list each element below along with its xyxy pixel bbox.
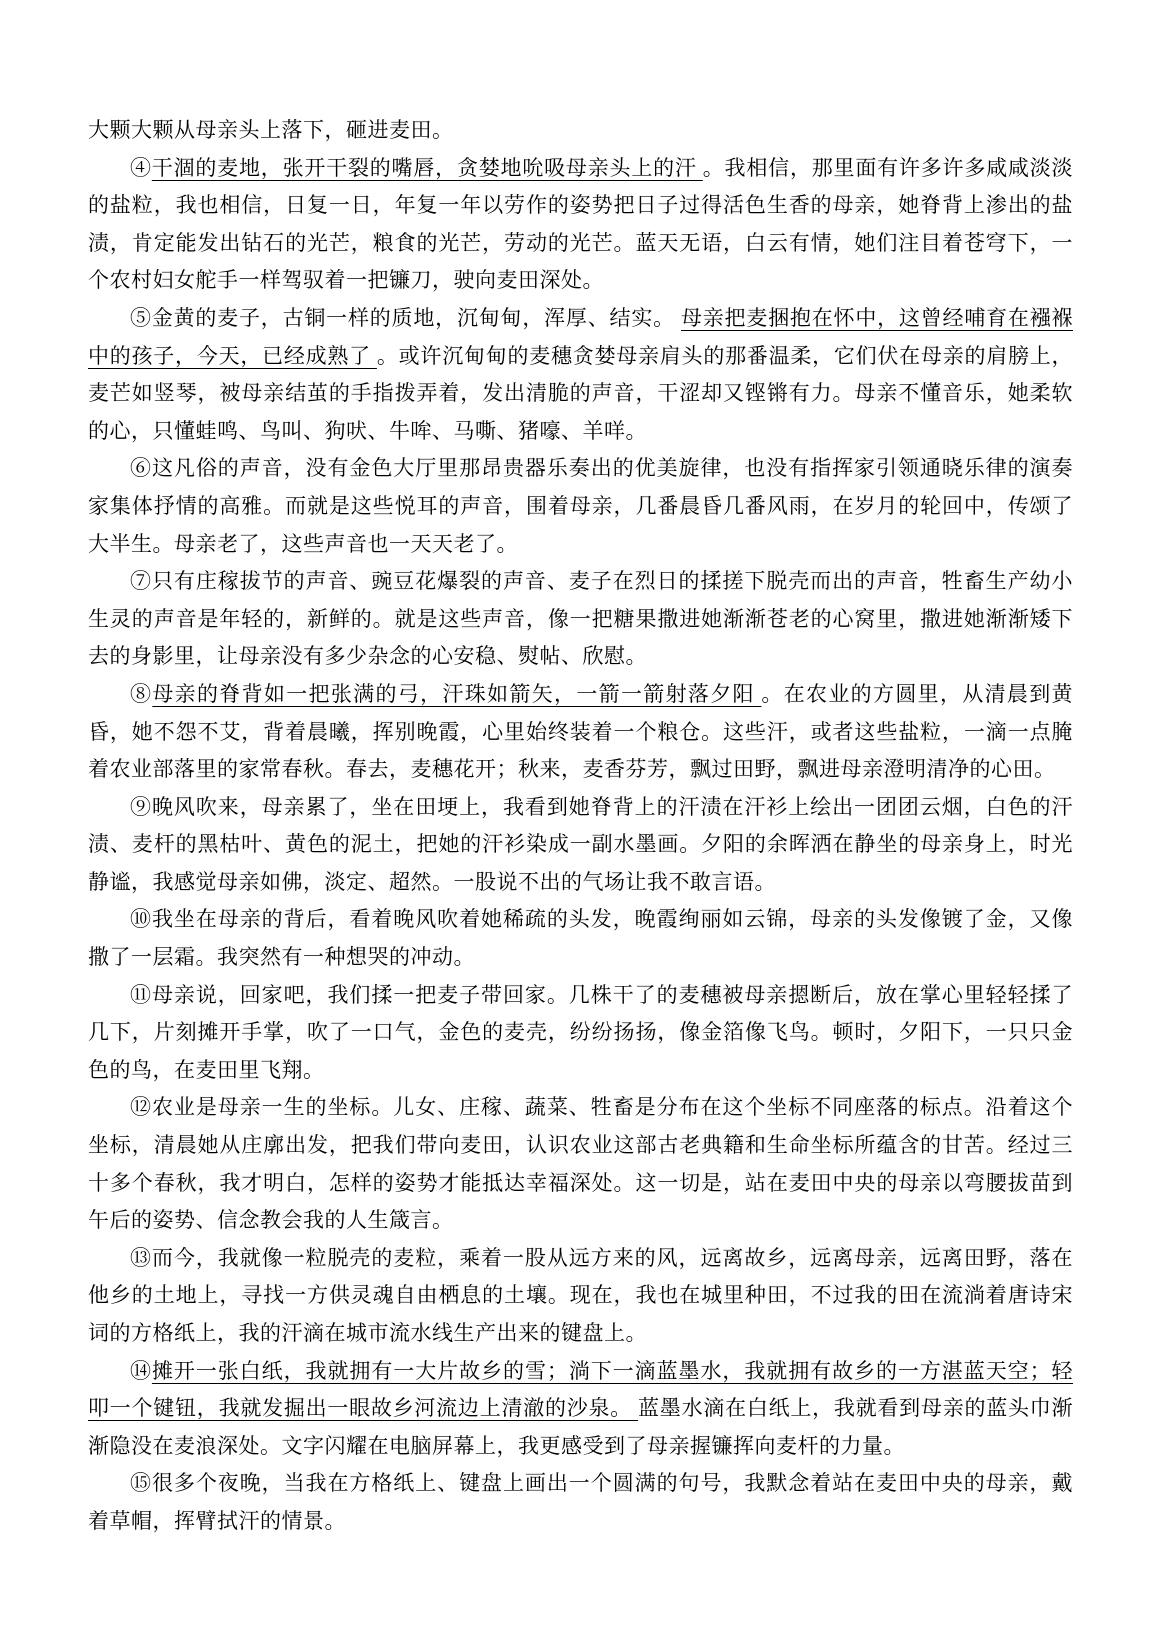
text-run: ⑫农业是母亲一生的坐标。儿女、庄稼、蔬菜、牲畜是分布在这个坐标不同座落的标点。沿着这个坐标，清晨她从庄廓出发，把我们带向麦田，认识农业这部古老典籍和生命坐标所蕴含的甘苦。经过三十多个春秋，我才明白，怎样的姿势才能抵达幸福深处。这一切是，站在麦田中央的母亲以弯腰拔苗到午后的姿势、信念教会我的人生箴言。	[88, 1095, 1073, 1233]
text-run: ⑬而今，我就像一粒脱壳的麦粒，乘着一股从远方来的风，远离故乡，远离母亲，远离田野，落在他乡的土地上，寻找一方供灵魂自由栖息的土壤。现在，我也在城里种田，不过我的田在流淌着唐诗宋词的方格纸上，我的汗滴在城市流水线生产出来的键盘上。	[88, 1245, 1073, 1345]
paragraph	[88, 300, 1073, 450]
underlined-text: 干涸的麦地，张开干裂的嘴唇，贪婪地吮吸母亲头上的汗	[151, 155, 703, 180]
paragraph	[88, 676, 1073, 789]
text-run: 。我相信，那里面有许多许多咸咸淡淡的盐粒，我也相信，日复一日，年复一年以劳作的姿势把日子过得活色生香的母亲，她脊背上渗出的盐渍，肯定能发出钻石的光芒，粮食的光芒，劳动的光芒。蓝天无语，白云有情，她们注目着苍穹下，一个农村妇女舵手一样驾驭着一把镰刀，驶向麦田深处。	[88, 155, 1074, 293]
text-run: ⑩我坐在母亲的背后，看着晚风吹着她稀疏的头发，晚霞绚丽如云锦，母亲的头发像镀了金，又像撒了一层霜。我突然有一种想哭的冲动。	[88, 907, 1073, 970]
underlined-text: 摊开一张白纸，我就拥有一大片故乡的雪；淌下一滴蓝墨水，我就拥有故乡的一方湛蓝天空；轻叩一个键钮，我就发掘出一眼故乡河流边上清澈的沙泉。	[88, 1358, 1074, 1421]
text-run: ⑥这凡俗的声音，没有金色大厅里那昂贵器乐奏出的优美旋律，也没有指挥家引领通晓乐律的演奏家集体抒情的高雅。而就是这些悦耳的声音，围着母亲，几番晨昏几番风雨，在岁月的轮回中，传颂了大半生。母亲老了，这些声音也一天天老了。	[88, 456, 1073, 556]
text-run: 大颗大颗从母亲头上落下，砸进麦田。	[88, 118, 454, 142]
paragraph	[88, 450, 1073, 563]
text-run: ⑮很多个夜晚，当我在方格纸上、键盘上画出一个圆满的句号，我默念着站在麦田中央的母亲，戴着草帽，挥臂拭汗的情景。	[88, 1471, 1073, 1533]
paragraph	[88, 1089, 1073, 1239]
paragraph	[88, 977, 1073, 1090]
text-run: ⑤金黄的麦子，古铜一样的质地，沉甸甸，浑厚、结实。	[130, 305, 681, 330]
text-run: 。或许沉甸甸的麦穗贪婪母亲肩头的那番温柔，它们伏在母亲的肩膀上，麦芒如竖琴，被母亲结茧的手指拨弄着，发出清脆的声音，干涩却又铿锵有力。母亲不懂音乐，她柔软的心，只懂蛙鸣、鸟叫、狗吠、牛哞、马嘶、猪嚎、羊咩。	[88, 343, 1073, 443]
underlined-text: 母亲的脊背如一把张满的弓，汗珠如箭矢，一箭一箭射落夕阳	[152, 681, 762, 706]
paragraph	[88, 789, 1073, 902]
paragraph	[88, 150, 1073, 300]
text-run: ⑨晚风吹来，母亲累了，坐在田埂上，我看到她脊背上的汗渍在汗衫上绘出一团团云烟，白色的汗渍、麦杆的黑枯叶、黄色的泥土，把她的汗衫染成一副水墨画。夕阳的余晖洒在静坐的母亲身上，时光静谧，我感觉母亲如佛，淡定、超然。一股说不出的气场让我不敢言语。	[88, 794, 1073, 894]
passage-body	[88, 112, 1073, 1541]
text-run: ⑦只有庄稼拔节的声音、豌豆花爆裂的声音、麦子在烈日的揉搓下脱壳而出的声音，牲畜生产幼小生灵的声音是年轻的，新鲜的。就是这些声音，像一把糖果撒进她渐渐苍老的心窝里，撒进她渐渐矮下去的身影里，让母亲没有多少杂念的心安稳、熨帖、欣慰。	[88, 569, 1073, 669]
underlined-text: 母亲把麦捆抱在怀中，这曾经哺育在襁褓中的孩子，今天，已经成熟了	[88, 305, 1074, 368]
text-run: ⑭	[130, 1358, 152, 1383]
paragraph	[88, 1465, 1073, 1540]
text-run: 蓝墨水滴在白纸上，我就看到母亲的蓝头巾渐渐隐没在麦浪深处。文字闪耀在电脑屏幕上，我更感受到了母亲握镰挥向麦杆的力量。	[88, 1396, 1074, 1458]
paragraph	[88, 901, 1073, 976]
text-run: ⑧	[130, 681, 153, 706]
text-run: 。在农业的方圆里，从清晨到黄昏，她不怨不艾，背着晨曦，挥别晚霞，心里始终装着一个粮仓。这些汗，或者这些盐粒，一滴一点腌着农业部落里的家常春秋。春去，麦穗花开；秋来，麦香芬芳，飘过田野，飘进母亲澄明清净的心田。	[88, 681, 1074, 782]
paragraph	[88, 112, 1073, 150]
text-run: ⑪母亲说，回家吧，我们揉一把麦子带回家。几株干了的麦穗被母亲摁断后，放在掌心里轻轻揉了几下，片刻摊开手掌，吹了一口气，金色的麦壳，纷纷扬扬，像金箔像飞鸟。顿时，夕阳下，一只只金色的鸟，在麦田里飞翔。	[88, 982, 1073, 1082]
paragraph	[88, 1353, 1073, 1466]
paragraph	[88, 563, 1073, 676]
text-run: ④	[130, 155, 152, 180]
paragraph	[88, 1240, 1073, 1353]
